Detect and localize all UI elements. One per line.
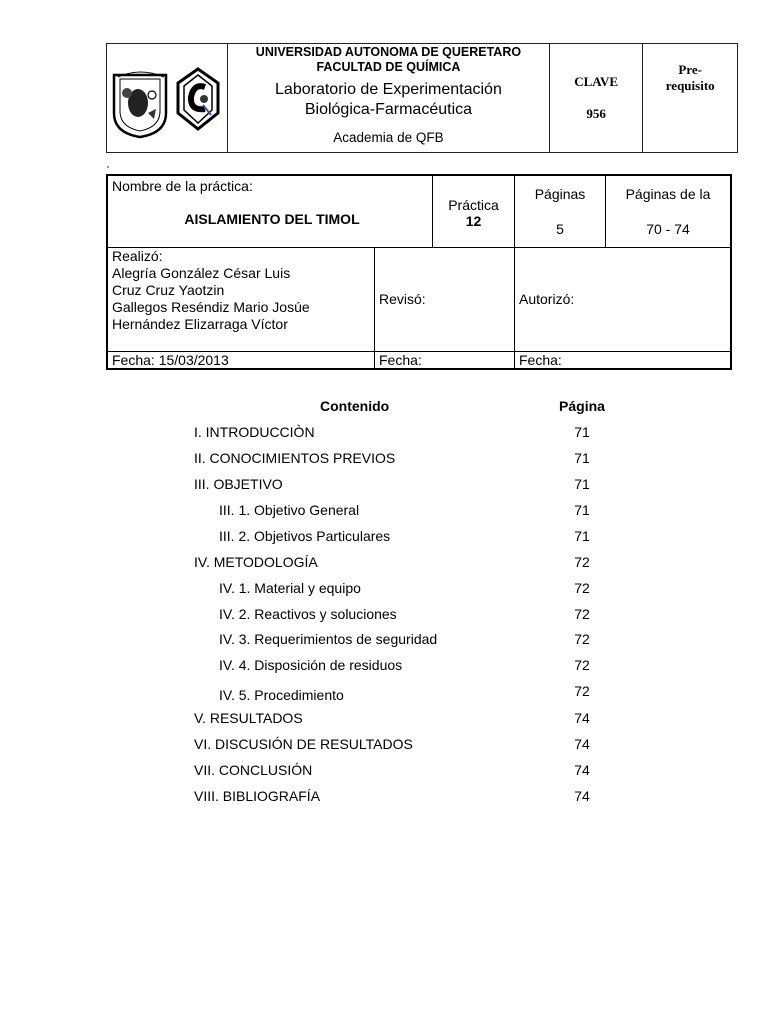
university-name: UNIVERSIDAD AUTONOMA DE QUERETARO: [255, 45, 522, 59]
toc-title: VI. DISCUSIÓN DE RESULTADOS: [194, 736, 413, 752]
list-item: [0, 736, 768, 754]
toc-page: 72: [574, 683, 590, 699]
clave-cell: [549, 44, 643, 153]
list-item: [0, 762, 768, 780]
realizo-label: Realizó:: [112, 247, 163, 264]
toc-page: 71: [574, 476, 590, 492]
toc-title: III. OBJETIVO: [194, 476, 283, 492]
toc-page: 74: [574, 736, 590, 752]
list-item: [0, 631, 768, 649]
toc-page: 72: [574, 631, 590, 647]
list-item: [0, 502, 768, 520]
stray-dot: [107, 166, 109, 168]
toc-page: 71: [574, 424, 590, 440]
toc-page: 71: [574, 502, 590, 518]
list-item: [0, 788, 768, 806]
fecha-autorizo: Fecha:: [519, 351, 562, 368]
contents-header: [0, 398, 768, 416]
logo-cell: [107, 44, 228, 153]
toc-title: IV. 5. Procedimiento: [219, 687, 344, 703]
header-table: [106, 43, 738, 153]
practice-name: AISLAMIENTO DEL TIMOL: [184, 211, 360, 227]
toc-title: V. RESULTADOS: [194, 710, 303, 726]
toc-title: IV. 3. Requerimientos de seguridad: [219, 631, 438, 647]
toc-page: 74: [574, 788, 590, 804]
prerequisito-cell: [643, 44, 738, 153]
list-item: [0, 450, 768, 468]
practica-cell: [433, 175, 515, 247]
toc-title: III. 2. Objetivos Particulares: [219, 528, 391, 544]
academia: Academia de QFB: [333, 130, 444, 145]
university-seal-icon: [114, 72, 166, 137]
toc-title: III. 1. Objetivo General: [219, 502, 360, 518]
prereq-line2: requisito: [665, 78, 715, 93]
reviso-cell: [375, 247, 515, 351]
fecha-reviso-cell: [375, 351, 515, 369]
lab-title-line2: Biológica-Farmacéutica: [304, 101, 473, 118]
toc-page: 72: [574, 554, 590, 570]
toc-page: 74: [574, 762, 590, 778]
faculty-name: FACULTAD DE QUÍMICA: [316, 60, 461, 74]
list-item: [0, 476, 768, 494]
practice-name-cell: [107, 175, 433, 247]
paginas-de-la-value: 70 - 74: [646, 220, 690, 237]
fecha-reviso: Fecha:: [379, 351, 422, 368]
toc-title: II. CONOCIMIENTOS PREVIOS: [194, 450, 396, 466]
list-item: [0, 528, 768, 546]
clave-label: CLAVE: [574, 74, 619, 89]
toc-page: 71: [574, 450, 590, 466]
toc-title: I. INTRODUCCIÒN: [194, 424, 315, 440]
clave-value: 956: [586, 106, 606, 121]
toc-title: IV. METODOLOGÍA: [194, 554, 318, 570]
fecha-autorizo-cell: [515, 351, 732, 369]
list-item: [0, 683, 768, 701]
paginas-de-la-label: Páginas de la: [625, 185, 711, 202]
paginas-value: 5: [556, 220, 564, 237]
realizo-cell: [107, 247, 375, 351]
practica-number: 12: [465, 213, 482, 230]
autorizo-cell: [515, 247, 732, 351]
faculty-chemistry-logo-icon: [178, 69, 218, 129]
author-3: Gallegos Reséndiz Mario Josúe: [112, 298, 310, 315]
author-2: Cruz Cruz Yaotzin: [112, 281, 225, 298]
paginas-cell: [515, 175, 606, 247]
toc-title: IV. 2. Reactivos y soluciones: [219, 606, 397, 622]
toc-title: VIII. BIBLIOGRAFÍA: [194, 788, 321, 804]
paginas-de-la-cell: [606, 175, 732, 247]
author-4: Hernández Elizarraga Víctor: [112, 315, 288, 332]
author-1: Alegría González César Luis: [112, 264, 291, 281]
list-item: [0, 710, 768, 728]
contents-header-title: Contenido: [320, 398, 390, 414]
prereq-line1: Pre-: [678, 62, 702, 77]
toc-page: 71: [574, 528, 590, 544]
list-item: [0, 424, 768, 442]
logos: [108, 53, 226, 139]
contents-header-page: Página: [559, 398, 605, 414]
reviso-label: Revisó:: [379, 291, 426, 307]
toc-page: 72: [574, 657, 590, 673]
lab-title-line1: Laboratorio de Experimentación: [275, 81, 502, 98]
toc-page: 72: [574, 580, 590, 596]
autorizo-label: Autorizó:: [519, 291, 575, 307]
paginas-label: Páginas: [534, 185, 586, 202]
toc-title: IV. 1. Material y equipo: [219, 580, 361, 596]
list-item: [0, 580, 768, 598]
toc-page: 74: [574, 710, 590, 726]
fecha-realizo-cell: [107, 351, 375, 369]
practica-label: Práctica: [448, 197, 499, 214]
list-item: [0, 657, 768, 675]
list-item: [0, 554, 768, 572]
list-item: [0, 606, 768, 624]
toc-title: VII. CONCLUSIÓN: [194, 762, 313, 778]
toc-title: IV. 4. Disposición de residuos: [219, 657, 403, 673]
practice-table: [106, 174, 732, 370]
header-titles: [227, 44, 549, 153]
fecha-realizo: Fecha: 15/03/2013: [112, 351, 229, 368]
toc-page: 72: [574, 606, 590, 622]
practice-name-label: Nombre de la práctica:: [112, 178, 253, 194]
